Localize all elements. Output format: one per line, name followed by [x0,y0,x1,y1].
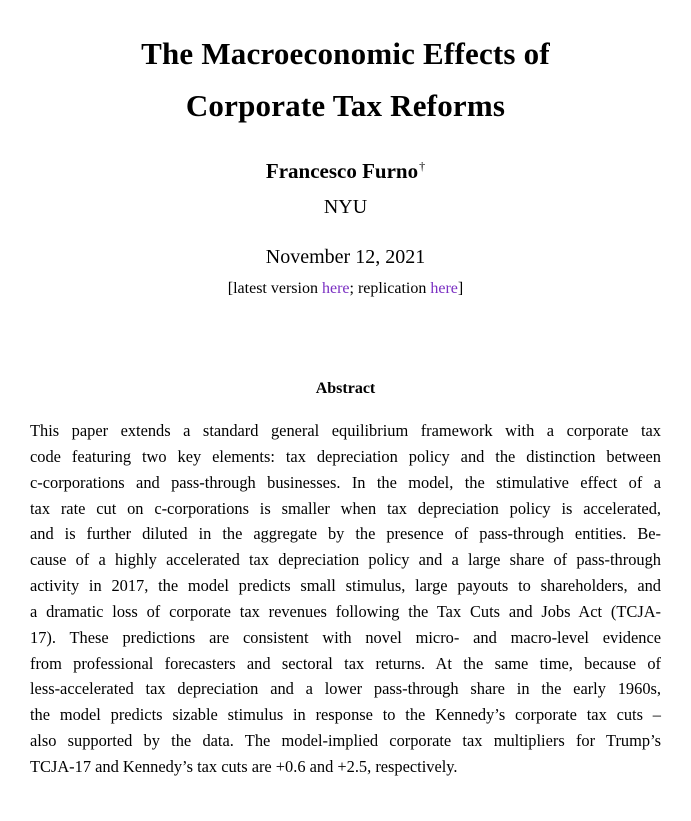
abstract-line: activity in 2017, the model predicts small stimulus, large payouts to shareholders, and [30,576,661,596]
abstract-body [30,418,661,780]
abstract-line: the model predicts sizable stimulus in response to the Kennedy’s corporate tax cuts – [30,705,661,725]
latest-version-link[interactable]: here [321,280,350,297]
abstract-line: cause of a highly accelerated tax depreciation policy and a large share of pass-through [30,550,661,570]
author-name: Francesco Furno [265,159,419,183]
abstract-line: 17). These predictions are consistent with novel micro- and macro-level evidence [30,627,661,647]
abstract-line: code featuring two key elements: tax depreciation policy and the distinction between [30,446,661,466]
replication-link[interactable]: here [430,280,458,297]
author-footnote-mark[interactable]: † [419,159,426,173]
abstract-line: TCJA-17 and Kennedy’s tax cuts are +0.6 and +2.5, respectively. [30,756,458,776]
links-close-text: ] [457,280,464,297]
paper-title [0,28,691,132]
links-open-text: [latest version [227,280,322,297]
abstract-line: less-accelerated tax depreciation and a lower pass-through share in the early 1960s, [30,679,661,699]
abstract-line: also supported by the data. The model-implied corporate tax multipliers for Trump’s [30,731,661,751]
paper-title-line-1: The Macroeconomic Effects of [141,36,550,71]
abstract-line: c-corporations and pass-through businesses. In the model, the stimulative effect of a [30,472,661,492]
paper-date: November 12, 2021 [265,246,426,268]
abstract-line: and is further diluted in the aggregate by the presence of pass-through entities. Be- [30,524,661,544]
abstract-heading: Abstract [315,380,376,397]
abstract-line: from professional forecasters and sectoral tax returns. At the same time, because of [30,653,661,673]
abstract-line: This paper extends a standard general equilibrium framework with a corporate tax [30,421,661,440]
abstract-line: tax rate cut on c-corporations is smaller when tax depreciation policy is accelerated, [30,498,661,518]
version-links [0,278,691,300]
links-middle-text: ; replication [349,280,431,297]
paper-title-line-2: Corporate Tax Reforms [185,88,506,123]
author-affiliation: NYU [323,196,368,218]
author-name-line [0,158,691,184]
abstract-line: a dramatic loss of corporate tax revenues following the Tax Cuts and Jobs Act (TCJA- [30,601,661,621]
